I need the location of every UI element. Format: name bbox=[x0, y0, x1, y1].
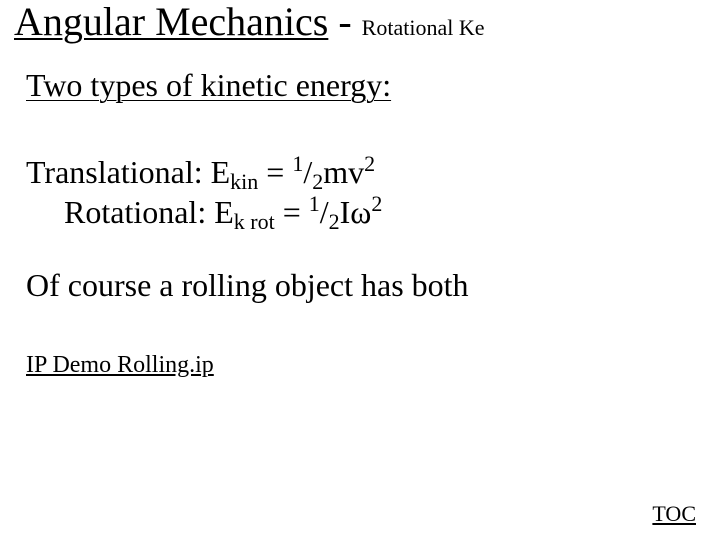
rotational-label: Rotational: E bbox=[64, 194, 234, 230]
rotational-equals: = bbox=[274, 194, 309, 230]
title-main: Angular Mechanics bbox=[14, 0, 329, 44]
title-subheading: Rotational Ke bbox=[361, 15, 485, 40]
demo-link[interactable]: IP Demo Rolling.ip bbox=[26, 352, 214, 378]
translational-fraction-numerator: 1 bbox=[292, 151, 304, 176]
translational-equals: = bbox=[258, 154, 293, 190]
toc-link[interactable]: TOC bbox=[652, 501, 696, 526]
translational-body: mv bbox=[323, 154, 365, 190]
subtitle: Two types of kinetic energy: bbox=[26, 67, 392, 103]
body-text: Of course a rolling object has both bbox=[26, 267, 469, 303]
slide-title bbox=[14, 2, 484, 42]
translational-fraction-slash: / bbox=[303, 154, 313, 190]
rotational-equation bbox=[64, 191, 383, 234]
rotational-subscript: k rot bbox=[233, 209, 275, 234]
rotational-fraction-numerator: 1 bbox=[308, 191, 320, 216]
translational-fraction-denominator: 2 bbox=[312, 169, 324, 194]
rotational-body: Iω bbox=[339, 194, 372, 230]
translational-equation bbox=[26, 151, 376, 194]
translational-exponent: 2 bbox=[364, 151, 376, 176]
rotational-fraction-denominator: 2 bbox=[328, 209, 340, 234]
title-separator: - bbox=[328, 0, 362, 44]
rotational-exponent: 2 bbox=[371, 191, 383, 216]
rotational-fraction-slash: / bbox=[319, 194, 329, 230]
translational-subscript: kin bbox=[230, 169, 259, 194]
translational-label: Translational: E bbox=[26, 154, 231, 190]
